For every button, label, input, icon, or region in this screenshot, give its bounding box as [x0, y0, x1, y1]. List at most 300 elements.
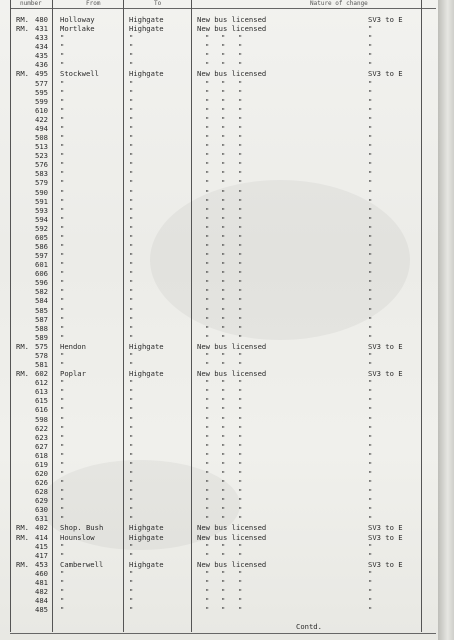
- from-garage: ": [60, 96, 65, 106]
- vehicle-number: 415: [35, 541, 48, 551]
- vehicle-number: 414: [35, 532, 48, 542]
- route-code: ": [368, 441, 373, 451]
- to-garage: ": [129, 260, 134, 270]
- table-row: [0, 79, 438, 88]
- ditto-mark: ": [238, 305, 243, 315]
- from-garage: ": [60, 187, 65, 197]
- route-code: ": [368, 114, 373, 124]
- ditto-mark: ": [205, 577, 210, 587]
- ditto-mark: ": [205, 423, 210, 433]
- to-garage: ": [129, 142, 134, 152]
- ditto-mark: ": [205, 478, 210, 488]
- from-garage: Hounslow: [60, 532, 95, 542]
- table-row: [0, 551, 438, 560]
- table-row: [0, 360, 438, 369]
- from-garage: ": [60, 496, 65, 506]
- to-garage: Highgate: [129, 69, 164, 79]
- ditto-mark: ": [205, 514, 210, 524]
- from-garage: ": [60, 459, 65, 469]
- from-garage: ": [60, 314, 65, 324]
- table-row: [0, 224, 438, 233]
- ditto-mark: ": [221, 496, 226, 506]
- table-row: [0, 387, 438, 396]
- ditto-mark: ": [221, 414, 226, 424]
- ditto-mark: ": [205, 469, 210, 478]
- route-code: ": [368, 196, 373, 206]
- ditto-mark: ": [221, 350, 226, 360]
- to-garage: ": [129, 251, 134, 261]
- to-garage: ": [129, 405, 134, 415]
- change-description: New bus licensed: [197, 341, 267, 351]
- table-row: [0, 523, 438, 532]
- vehicle-number: 480: [35, 15, 48, 24]
- ditto-mark: ": [238, 133, 243, 143]
- ditto-mark: ": [238, 78, 243, 88]
- to-garage: ": [129, 378, 134, 388]
- ditto-mark: ": [238, 405, 243, 415]
- from-garage: ": [60, 587, 65, 597]
- from-garage: ": [60, 123, 65, 133]
- ditto-mark: ": [205, 51, 210, 61]
- ditto-mark: ": [205, 87, 210, 97]
- to-garage: ": [129, 114, 134, 124]
- table-row: [0, 324, 438, 333]
- ditto-mark: ": [238, 96, 243, 106]
- to-garage: ": [129, 223, 134, 233]
- row-prefix: RM.: [16, 369, 29, 379]
- ditto-mark: ": [238, 105, 243, 115]
- table-row: [0, 24, 438, 33]
- ditto-mark: ": [205, 142, 210, 152]
- ditto-mark: ": [238, 396, 243, 406]
- from-garage: ": [60, 269, 65, 279]
- table-row: [0, 306, 438, 315]
- row-prefix: RM.: [16, 24, 29, 34]
- ditto-mark: ": [221, 405, 226, 415]
- from-garage: ": [60, 487, 65, 497]
- ditto-mark: ": [238, 414, 243, 424]
- to-garage: ": [129, 133, 134, 143]
- table-row: [0, 351, 438, 360]
- from-garage: ": [60, 51, 65, 61]
- ditto-mark: ": [205, 541, 210, 551]
- ditto-mark: ": [238, 478, 243, 488]
- vehicle-number: 591: [35, 196, 48, 206]
- route-code: ": [368, 24, 373, 34]
- ditto-mark: ": [205, 123, 210, 133]
- ditto-mark: ": [238, 378, 243, 388]
- route-code: ": [368, 432, 373, 442]
- route-code: ": [368, 605, 373, 615]
- vehicle-number: 605: [35, 232, 48, 242]
- route-code: ": [368, 360, 373, 370]
- from-garage: ": [60, 432, 65, 442]
- to-garage: Highgate: [129, 369, 164, 379]
- route-code: ": [368, 60, 373, 70]
- to-garage: ": [129, 60, 134, 70]
- route-code: ": [368, 350, 373, 360]
- to-garage: ": [129, 596, 134, 606]
- ditto-mark: ": [221, 87, 226, 97]
- ditto-mark: ": [238, 87, 243, 97]
- table-row: [0, 260, 438, 269]
- vehicle-number: 578: [35, 350, 48, 360]
- from-garage: Holloway: [60, 15, 95, 24]
- ditto-mark: ": [221, 260, 226, 270]
- from-garage: ": [60, 405, 65, 415]
- vehicle-number: 453: [35, 559, 48, 569]
- header-rule: [10, 8, 436, 9]
- ditto-mark: ": [205, 114, 210, 124]
- ditto-mark: ": [221, 450, 226, 460]
- vehicle-number: 433: [35, 33, 48, 43]
- route-code: ": [368, 242, 373, 251]
- to-garage: Highgate: [129, 341, 164, 351]
- route-code: ": [368, 469, 373, 478]
- to-garage: ": [129, 414, 134, 424]
- change-description: New bus licensed: [197, 523, 267, 533]
- from-garage: ": [60, 414, 65, 424]
- ditto-mark: ": [221, 505, 226, 515]
- ditto-mark: ": [205, 287, 210, 297]
- ditto-mark: ": [221, 178, 226, 188]
- table-row: [0, 451, 438, 460]
- ditto-mark: ": [221, 223, 226, 233]
- ditto-mark: ": [205, 505, 210, 515]
- to-garage: Highgate: [129, 559, 164, 569]
- ditto-mark: ": [221, 214, 226, 224]
- vehicle-number: 587: [35, 314, 48, 324]
- route-code: SV3 to E: [368, 523, 403, 533]
- from-garage: ": [60, 396, 65, 406]
- table-row: [0, 106, 438, 115]
- route-code: ": [368, 423, 373, 433]
- ditto-mark: ": [205, 251, 210, 261]
- table-row: [0, 469, 438, 478]
- ditto-mark: ": [238, 596, 243, 606]
- route-code: ": [368, 78, 373, 88]
- ditto-mark: ": [238, 51, 243, 61]
- route-code: ": [368, 214, 373, 224]
- to-garage: ": [129, 278, 134, 288]
- to-garage: ": [129, 450, 134, 460]
- table-row: [0, 160, 438, 169]
- vehicle-number: 601: [35, 260, 48, 270]
- route-code: ": [368, 505, 373, 515]
- ditto-mark: ": [221, 487, 226, 497]
- ditto-mark: ": [221, 114, 226, 124]
- ditto-mark: ": [238, 423, 243, 433]
- to-garage: ": [129, 151, 134, 161]
- route-code: ": [368, 496, 373, 506]
- to-garage: ": [129, 296, 134, 306]
- table-row: [0, 514, 438, 523]
- to-garage: ": [129, 287, 134, 297]
- ditto-mark: ": [205, 96, 210, 106]
- vehicle-number: 627: [35, 441, 48, 451]
- ditto-mark: ": [238, 296, 243, 306]
- vehicle-number: 584: [35, 296, 48, 306]
- from-garage: ": [60, 360, 65, 370]
- to-garage: ": [129, 269, 134, 279]
- ditto-mark: ": [205, 60, 210, 70]
- table-row: [0, 169, 438, 178]
- ditto-mark: ": [238, 605, 243, 615]
- vehicle-number: 623: [35, 432, 48, 442]
- to-garage: ": [129, 432, 134, 442]
- table-row: [0, 342, 438, 351]
- vehicle-number: 481: [35, 577, 48, 587]
- ditto-mark: ": [221, 242, 226, 251]
- route-code: SV3 to E: [368, 15, 403, 24]
- from-garage: ": [60, 205, 65, 215]
- ditto-mark: ": [205, 187, 210, 197]
- ditto-mark: ": [238, 469, 243, 478]
- vehicle-number: 589: [35, 332, 48, 342]
- table-row: [0, 69, 438, 78]
- route-code: ": [368, 96, 373, 106]
- from-garage: ": [60, 577, 65, 587]
- route-code: ": [368, 387, 373, 397]
- from-garage: ": [60, 214, 65, 224]
- ditto-mark: ": [205, 496, 210, 506]
- table-row: [0, 315, 438, 324]
- table-row: [0, 605, 438, 614]
- ditto-mark: ": [205, 42, 210, 52]
- table-row: [0, 206, 438, 215]
- vehicle-number: 583: [35, 169, 48, 179]
- ditto-mark: ": [205, 414, 210, 424]
- to-garage: ": [129, 123, 134, 133]
- ditto-mark: ": [221, 541, 226, 551]
- to-garage: ": [129, 160, 134, 170]
- route-code: ": [368, 151, 373, 161]
- vehicle-number: 436: [35, 60, 48, 70]
- ditto-mark: ": [238, 269, 243, 279]
- ditto-mark: ": [221, 332, 226, 342]
- vehicle-number: 422: [35, 114, 48, 124]
- from-garage: ": [60, 114, 65, 124]
- to-garage: Highgate: [129, 15, 164, 24]
- table-row: [0, 378, 438, 387]
- table-row: [0, 233, 438, 242]
- ditto-mark: ": [205, 550, 210, 560]
- ditto-mark: ": [205, 223, 210, 233]
- route-code: ": [368, 332, 373, 342]
- from-garage: ": [60, 87, 65, 97]
- table-row: [0, 596, 438, 605]
- page-edge: [438, 0, 454, 640]
- from-garage: ": [60, 151, 65, 161]
- ditto-mark: ": [205, 242, 210, 251]
- from-garage: ": [60, 350, 65, 360]
- route-code: ": [368, 323, 373, 333]
- ditto-mark: ": [205, 133, 210, 143]
- ditto-mark: ": [221, 142, 226, 152]
- vehicle-number: 631: [35, 514, 48, 524]
- ditto-mark: ": [221, 314, 226, 324]
- to-garage: ": [129, 169, 134, 179]
- vehicle-number: 435: [35, 51, 48, 61]
- from-garage: ": [60, 169, 65, 179]
- ditto-mark: ": [238, 496, 243, 506]
- table-row: [0, 188, 438, 197]
- ditto-mark: ": [221, 478, 226, 488]
- ditto-mark: ": [205, 450, 210, 460]
- to-garage: ": [129, 478, 134, 488]
- row-prefix: RM.: [16, 341, 29, 351]
- ditto-mark: ": [221, 396, 226, 406]
- ditto-mark: ": [221, 378, 226, 388]
- ditto-mark: ": [238, 350, 243, 360]
- vehicle-number: 618: [35, 450, 48, 460]
- from-garage: ": [60, 514, 65, 524]
- from-garage: ": [60, 60, 65, 70]
- route-code: ": [368, 314, 373, 324]
- from-garage: ": [60, 478, 65, 488]
- route-code: ": [368, 42, 373, 52]
- from-garage: ": [60, 242, 65, 251]
- from-garage: ": [60, 42, 65, 52]
- ditto-mark: ": [238, 459, 243, 469]
- ditto-mark: ": [238, 505, 243, 515]
- ditto-mark: ": [221, 78, 226, 88]
- to-garage: ": [129, 587, 134, 597]
- table-row: [0, 88, 438, 97]
- ditto-mark: ": [238, 577, 243, 587]
- ditto-mark: ": [238, 33, 243, 43]
- to-garage: ": [129, 350, 134, 360]
- route-code: ": [368, 33, 373, 43]
- route-code: ": [368, 414, 373, 424]
- from-garage: ": [60, 260, 65, 270]
- route-code: ": [368, 596, 373, 606]
- route-code: ": [368, 278, 373, 288]
- route-code: ": [368, 251, 373, 261]
- from-garage: ": [60, 105, 65, 115]
- ditto-mark: ": [221, 323, 226, 333]
- table-row: [0, 424, 438, 433]
- ditto-mark: ": [205, 260, 210, 270]
- ditto-mark: ": [238, 251, 243, 261]
- route-code: ": [368, 568, 373, 578]
- vehicle-number: 579: [35, 178, 48, 188]
- vehicle-number: 494: [35, 123, 48, 133]
- ditto-mark: ": [238, 114, 243, 124]
- from-garage: ": [60, 332, 65, 342]
- ditto-mark: ": [205, 278, 210, 288]
- from-garage: ": [60, 387, 65, 397]
- route-code: ": [368, 123, 373, 133]
- ditto-mark: ": [205, 378, 210, 388]
- to-garage: ": [129, 605, 134, 615]
- ditto-mark: ": [238, 432, 243, 442]
- ditto-mark: ": [221, 423, 226, 433]
- vehicle-number: 593: [35, 205, 48, 215]
- route-code: ": [368, 478, 373, 488]
- ditto-mark: ": [221, 432, 226, 442]
- ditto-mark: ": [221, 459, 226, 469]
- table-row: [0, 487, 438, 496]
- table-row: [0, 560, 438, 569]
- ditto-mark: ": [238, 169, 243, 179]
- from-garage: ": [60, 160, 65, 170]
- from-garage: ": [60, 450, 65, 460]
- ditto-mark: ": [221, 287, 226, 297]
- route-code: ": [368, 405, 373, 415]
- vehicle-number: 628: [35, 487, 48, 497]
- to-garage: Highgate: [129, 532, 164, 542]
- from-garage: ": [60, 378, 65, 388]
- to-garage: ": [129, 323, 134, 333]
- route-code: ": [368, 378, 373, 388]
- from-garage: ": [60, 296, 65, 306]
- to-garage: ": [129, 332, 134, 342]
- to-garage: ": [129, 487, 134, 497]
- row-prefix: RM.: [16, 15, 29, 24]
- change-description: New bus licensed: [197, 369, 267, 379]
- ditto-mark: ": [221, 587, 226, 597]
- table-row: [0, 442, 438, 451]
- route-code: ": [368, 305, 373, 315]
- vehicle-number: 588: [35, 323, 48, 333]
- ditto-mark: ": [221, 550, 226, 560]
- table-row: [0, 478, 438, 487]
- ditto-mark: ": [205, 151, 210, 161]
- ditto-mark: ": [238, 196, 243, 206]
- route-code: ": [368, 296, 373, 306]
- ditto-mark: ": [205, 432, 210, 442]
- to-garage: ": [129, 505, 134, 515]
- route-code: ": [368, 487, 373, 497]
- table-row: [0, 251, 438, 260]
- ditto-mark: ": [238, 323, 243, 333]
- ditto-mark: ": [205, 487, 210, 497]
- from-garage: ": [60, 596, 65, 606]
- route-code: ": [368, 133, 373, 143]
- route-code: SV3 to E: [368, 559, 403, 569]
- ditto-mark: ": [205, 568, 210, 578]
- ditto-mark: ": [238, 387, 243, 397]
- ditto-mark: ": [205, 587, 210, 597]
- vehicle-number: 577: [35, 78, 48, 88]
- from-garage: ": [60, 251, 65, 261]
- from-garage: ": [60, 323, 65, 333]
- to-garage: ": [129, 423, 134, 433]
- row-prefix: RM.: [16, 559, 29, 569]
- ditto-mark: ": [238, 42, 243, 52]
- vehicle-number: 482: [35, 587, 48, 597]
- change-description: New bus licensed: [197, 15, 267, 24]
- ditto-mark: ": [205, 323, 210, 333]
- from-garage: Shop. Bush: [60, 523, 104, 533]
- ditto-mark: ": [238, 587, 243, 597]
- route-code: ": [368, 459, 373, 469]
- ditto-mark: ": [238, 550, 243, 560]
- to-garage: ": [129, 441, 134, 451]
- change-description: New bus licensed: [197, 69, 267, 79]
- vehicle-number: 590: [35, 187, 48, 197]
- route-code: ": [368, 160, 373, 170]
- vehicle-number: 508: [35, 133, 48, 143]
- ditto-mark: ": [205, 405, 210, 415]
- ditto-mark: ": [221, 469, 226, 478]
- table-row: [0, 287, 438, 296]
- table-row: [0, 405, 438, 414]
- table-row: [0, 587, 438, 596]
- table-row: [0, 533, 438, 542]
- ditto-mark: ": [221, 133, 226, 143]
